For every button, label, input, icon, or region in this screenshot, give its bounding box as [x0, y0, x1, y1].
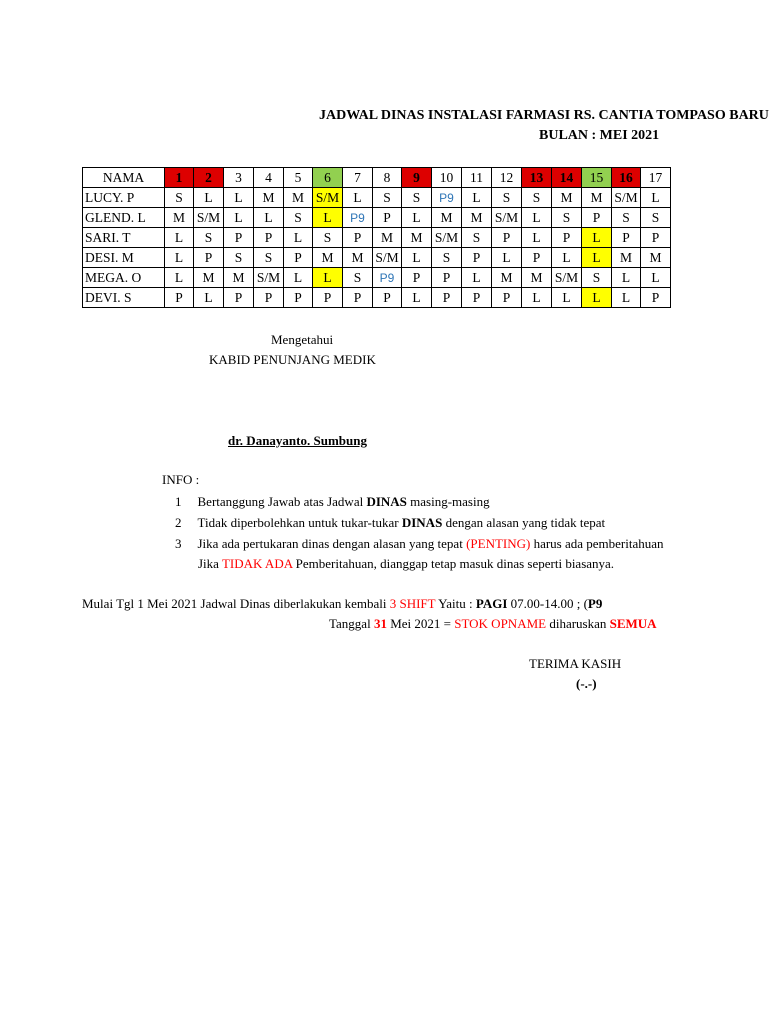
shift-cell: S [194, 228, 224, 248]
staff-name: SARI. T [83, 228, 165, 248]
table-row [83, 228, 671, 248]
day-header: 16 [612, 168, 641, 188]
shift-cell: L [552, 248, 582, 268]
shift-cell: S/M [492, 208, 522, 228]
shift-cell: M [492, 268, 522, 288]
shift-cell: L [402, 288, 432, 308]
shift-cell: L [552, 288, 582, 308]
duty-schedule-table [82, 167, 671, 308]
shift-cell: S [313, 228, 343, 248]
document-title: JADWAL DINAS INSTALASI FARMASI RS. CANTIA TOMPASO BARU [319, 108, 769, 123]
info-item-number: 1 [175, 494, 182, 509]
shift-cell: P9 [432, 188, 462, 208]
day-header: 2 [194, 168, 224, 188]
shift-cell: P [254, 288, 284, 308]
shift-cell: P [492, 288, 522, 308]
day-header: 3 [224, 168, 254, 188]
day-header: 8 [373, 168, 402, 188]
shift-notice: Mulai Tgl 1 Mei 2021 Jadwal Dinas diberlakukan kembali 3 SHIFT Yaitu : PAGI 07.00-14.00 ; (P9 [82, 596, 603, 611]
shift-cell: S [284, 208, 313, 228]
shift-cell: M [373, 228, 402, 248]
shift-cell: L [522, 288, 552, 308]
staff-name: GLEND. L [83, 208, 165, 228]
shift-cell: P [432, 288, 462, 308]
info-item-warning: (PENTING) [466, 536, 531, 551]
shift-cell: L [582, 248, 612, 268]
shift-cell: L [641, 268, 671, 288]
closing-emoticon: (-.-) [576, 676, 597, 691]
day-header: 12 [492, 168, 522, 188]
signatory-name: dr. Danayanto. Sumbung [228, 433, 367, 448]
shift-cell: S/M [194, 208, 224, 228]
shift-cell: P [284, 288, 313, 308]
shift-cell: L [343, 188, 373, 208]
shift-cell: P [462, 248, 492, 268]
shift-cell: S/M [373, 248, 402, 268]
shift-cell: S/M [552, 268, 582, 288]
shift-cell: M [552, 188, 582, 208]
shift-cell: S [343, 268, 373, 288]
shift-cell: L [582, 228, 612, 248]
shift-cell: P9 [373, 268, 402, 288]
day-header: 9 [402, 168, 432, 188]
name-column-header: NAMA [83, 168, 165, 188]
table-row [83, 208, 671, 228]
day-header: 14 [552, 168, 582, 188]
shift-cell: L [165, 248, 194, 268]
shift-cell: P [522, 248, 552, 268]
info-item-number: 3 [175, 536, 182, 551]
day-header: 15 [582, 168, 612, 188]
shift-cell: L [402, 248, 432, 268]
shift-cell: M [641, 248, 671, 268]
shift-cell: P [641, 288, 671, 308]
shift-cell: L [254, 208, 284, 228]
closing-thanks: TERIMA KASIH [529, 656, 622, 671]
shift-cell: L [224, 188, 254, 208]
shift-cell: S/M [313, 188, 343, 208]
shift-cell: L [522, 208, 552, 228]
shift-cell: S [224, 248, 254, 268]
shift-cell: L [224, 208, 254, 228]
day-header: 10 [432, 168, 462, 188]
shift-cell: S [165, 188, 194, 208]
shift-cell: L [641, 188, 671, 208]
shift-cell: P [462, 288, 492, 308]
shift-cell: M [582, 188, 612, 208]
shift-cell: P [492, 228, 522, 248]
shift-cell: P [582, 208, 612, 228]
shift-cell: S [402, 188, 432, 208]
shift-cell: M [254, 188, 284, 208]
shift-cell: S [552, 208, 582, 228]
info-item-2 [175, 515, 605, 531]
info-item-text-end: dengan alasan yang tidak tepat [442, 515, 606, 530]
shift-cell: M [284, 188, 313, 208]
shift-cell: P [165, 288, 194, 308]
day-header: 13 [522, 168, 552, 188]
shift-cell: L [313, 268, 343, 288]
info-item-emphasis: DINAS [366, 494, 407, 509]
table-row [83, 268, 671, 288]
opname-label: STOK OPNAME [454, 616, 547, 631]
shift-cell: S/M [432, 228, 462, 248]
table-row [83, 248, 671, 268]
shift-cell: S [462, 228, 492, 248]
day-header: 5 [284, 168, 313, 188]
shift-cell: P [402, 268, 432, 288]
shift-cell: P [612, 228, 641, 248]
shift-cell: P [641, 228, 671, 248]
shift-cell: L [165, 228, 194, 248]
shift-cell: P [284, 248, 313, 268]
info-item-3 [175, 536, 664, 552]
position-title: KABID PENUNJANG MEDIK [209, 352, 376, 367]
shift-cell: L [194, 188, 224, 208]
shift-cell: M [224, 268, 254, 288]
info-heading: INFO : [162, 472, 200, 487]
shift-cell: L [194, 288, 224, 308]
info-item-3-continuation: Jika TIDAK ADA Pemberitahuan, dianggap tetap masuk dinas seperti biasanya. [198, 556, 615, 571]
shift-cell: M [165, 208, 194, 228]
shift-cell: M [522, 268, 552, 288]
shift-cell: S [641, 208, 671, 228]
opname-date: 31 [373, 616, 387, 631]
day-header: 4 [254, 168, 284, 188]
shift-cell: M [343, 248, 373, 268]
shift-cell: P9 [343, 208, 373, 228]
info-item-number: 2 [175, 515, 182, 530]
shift-pagi: PAGI [475, 596, 508, 611]
shift-cell: L [492, 248, 522, 268]
shift-cell: L [522, 228, 552, 248]
shift-cell: L [284, 228, 313, 248]
shift-cell: L [612, 268, 641, 288]
shift-cell: S [492, 188, 522, 208]
shift-cell: M [194, 268, 224, 288]
shift-cell: P [343, 228, 373, 248]
shift-cell: S/M [612, 188, 641, 208]
schedule-header-row [83, 168, 671, 188]
info-item-text-end: harus ada pemberitahuan [530, 536, 664, 551]
day-header: 6 [313, 168, 343, 188]
shift-cell: S [373, 188, 402, 208]
shift-cell: S [582, 268, 612, 288]
shift-cell: M [402, 228, 432, 248]
day-header: 11 [462, 168, 492, 188]
staff-name: DEVI. S [83, 288, 165, 308]
info-item-text: Jika ada pertukaran dinas dengan alasan yang tepat [197, 536, 467, 551]
shift-cell: L [165, 268, 194, 288]
staff-name: DESI. M [83, 248, 165, 268]
acknowledge-label: Mengetahui [271, 332, 334, 347]
info-warning-text: TIDAK ADA [221, 556, 293, 571]
shift-cell: S/M [254, 268, 284, 288]
day-header: 17 [641, 168, 671, 188]
table-row [83, 188, 671, 208]
shift-cell: P [224, 288, 254, 308]
table-row [83, 288, 671, 308]
shift-cell: M [432, 208, 462, 228]
shift-cell: L [462, 188, 492, 208]
day-header: 1 [165, 168, 194, 188]
document-subtitle-month: BULAN : MEI 2021 [539, 128, 660, 143]
shift-cell: S [612, 208, 641, 228]
info-item-text: Bertanggung Jawab atas Jadwal [197, 494, 367, 509]
shift-cell: P [432, 268, 462, 288]
shift-count: 3 SHIFT [389, 596, 436, 611]
info-item-emphasis: DINAS [401, 515, 443, 530]
info-item-text-end: masing-masing [406, 494, 490, 509]
shift-p9: P9 [587, 596, 603, 611]
shift-cell: M [313, 248, 343, 268]
shift-cell: L [313, 208, 343, 228]
shift-cell: L [402, 208, 432, 228]
shift-cell: P [343, 288, 373, 308]
shift-cell: S [522, 188, 552, 208]
shift-cell: S [254, 248, 284, 268]
shift-cell: S [432, 248, 462, 268]
staff-name: LUCY. P [83, 188, 165, 208]
stock-opname-notice: Tanggal 31 Mei 2021 = STOK OPNAME diharuskan SEMUA [329, 616, 657, 631]
shift-cell: P [313, 288, 343, 308]
shift-cell: P [254, 228, 284, 248]
shift-cell: P [373, 288, 402, 308]
opname-everyone: SEMUA [609, 616, 657, 631]
shift-cell: P [373, 208, 402, 228]
shift-cell: L [462, 268, 492, 288]
shift-cell: P [552, 228, 582, 248]
shift-cell: P [224, 228, 254, 248]
shift-cell: P [194, 248, 224, 268]
shift-cell: L [582, 288, 612, 308]
day-header: 7 [343, 168, 373, 188]
shift-cell: L [612, 288, 641, 308]
shift-cell: L [284, 268, 313, 288]
staff-name: MEGA. O [83, 268, 165, 288]
shift-cell: M [612, 248, 641, 268]
info-item-text: Tidak diperbolehkan untuk tukar-tukar [197, 515, 402, 530]
info-item-1 [175, 494, 490, 510]
shift-cell: M [462, 208, 492, 228]
